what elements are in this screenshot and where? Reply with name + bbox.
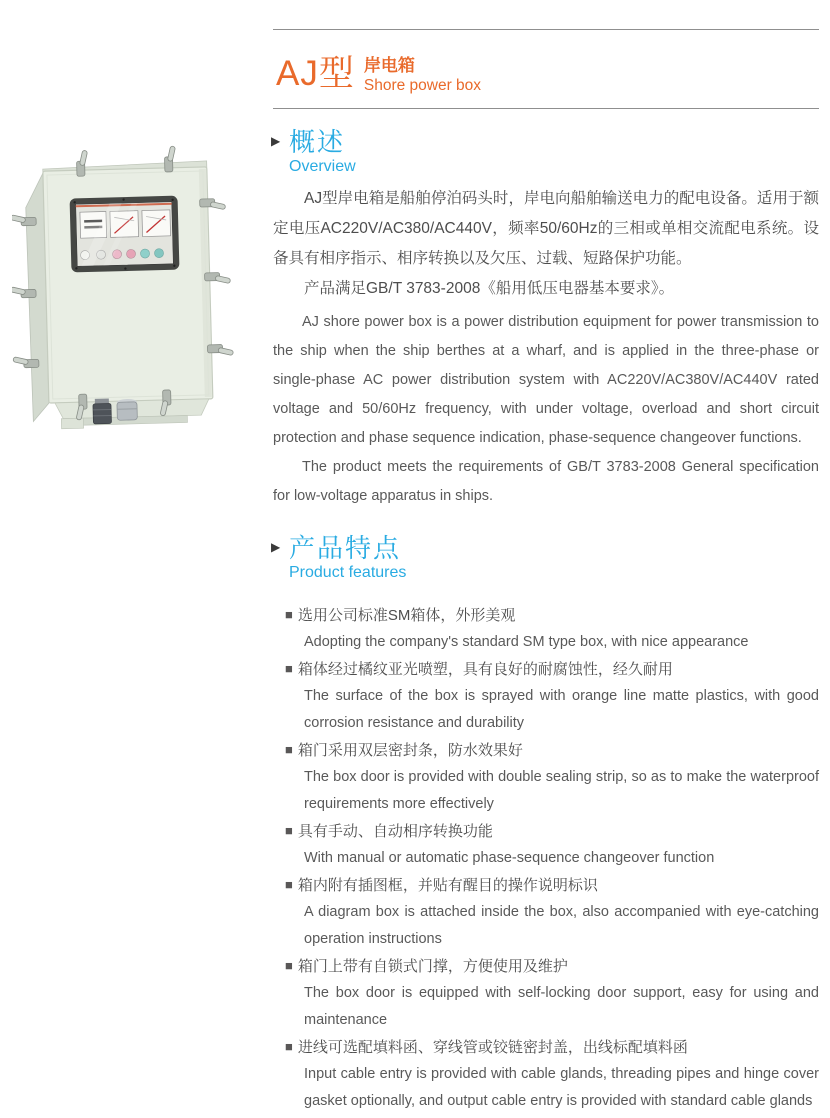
feature-text-en: With manual or automatic phase-sequence changeover function: [304, 850, 715, 866]
bullet-square-icon: ■: [285, 661, 293, 676]
feature-text-en: The box door is equipped with self-locking door support, easy for using and maintenance: [304, 985, 819, 1028]
overview-paragraph-en: The product meets the requirements of GB/T 3783-2008 General specification for low-voltage apparatus in ships.: [273, 459, 819, 504]
bullet-square-icon: ■: [285, 1039, 293, 1054]
bullet-square-icon: ■: [285, 958, 293, 973]
overview-paragraph-cn: 产品满足GB/T 3783-2008《船用低压电器基本要求》。: [304, 280, 675, 297]
feature-text-en: A diagram box is attached inside the box, also accompanied with eye-catching operation instructions: [304, 904, 819, 947]
feature-text-cn: ■ 进线可选配填料函、穿线管或铰链密封盖，出线标配填料函: [285, 1034, 819, 1061]
feature-item: [285, 602, 819, 656]
product-model: AJ型: [276, 54, 355, 93]
feature-text-en: The surface of the box is sprayed with orange line matte plastics, with good corrosion resistance and durability: [304, 688, 819, 731]
product-name: [364, 56, 481, 95]
feature-text-cn: ■ 箱门采用双层密封条，防水效果好: [285, 737, 819, 764]
feature-text-cn: ■ 选用公司标准SM箱体，外形美观: [285, 602, 819, 629]
overview-paragraph-en: AJ shore power box is a power distribution equipment for power transmission to the ship when the ship berthes at a wharf, and is applied in the three-phase or single-phase AC power distribution system with AC220V/AC380V/AC440V rated voltage and 50/60Hz frequency, with under voltage, overload and short circuit protection and phase sequence indication, phase-sequence changeover functions.: [273, 314, 819, 446]
feature-text-en: The box door is provided with double sealing strip, so as to make the waterproof requirements more effectively: [304, 769, 819, 812]
overview-text-cn: [273, 184, 819, 304]
top-divider: [273, 29, 819, 30]
title-divider: [273, 108, 819, 109]
bullet-square-icon: ■: [285, 742, 293, 757]
feature-text-cn: ■ 箱体经过橘纹亚光喷塑，具有良好的耐腐蚀性，经久耐用: [285, 656, 819, 683]
feature-item: [285, 737, 819, 818]
section-title-cn: 概述: [289, 127, 346, 157]
section-title-en: Product features: [289, 564, 407, 581]
feature-text-cn: ■ 具有手动、自动相序转换功能: [285, 818, 819, 845]
bullet-square-icon: ■: [285, 823, 293, 838]
feature-text-en: Adopting the company's standard SM type box, with nice appearance: [304, 634, 749, 650]
section-overview-titles: [289, 127, 356, 177]
product-name-en: Shore power box: [363, 77, 482, 94]
feature-item: [285, 818, 819, 872]
overview-text-en: [273, 308, 819, 511]
feature-item: [285, 872, 819, 953]
feature-item: [285, 1034, 819, 1115]
shore-power-box-illustration: [12, 140, 242, 442]
section-title-cn: 产品特点: [289, 533, 402, 563]
overview-paragraph-cn: AJ型岸电箱是船舶停泊码头时，岸电向船舶输送电力的配电设备。适用于额定电压AC220V/AC380/AC440V，频率50/60Hz的三相或单相交流配电系统。设备具有相序指示、相序转换以及欠压、过载、短路保护功能。: [273, 190, 819, 267]
bullet-square-icon: ■: [285, 877, 293, 892]
section-features-titles: [289, 533, 406, 583]
bullet-square-icon: ■: [285, 607, 293, 622]
feature-item: [285, 953, 819, 1034]
product-name-cn: 岸电箱: [363, 56, 415, 75]
section-title-en: Overview: [289, 158, 356, 175]
feature-item: [285, 656, 819, 737]
product-photo: [12, 140, 242, 442]
feature-text-cn: ■ 箱门上带有自锁式门撑，方便使用及维护: [285, 953, 819, 980]
triangle-right-icon: ▶: [271, 540, 281, 554]
section-overview-heading: [271, 127, 356, 177]
product-title: [276, 52, 481, 96]
feature-text-cn: ■ 箱内附有插图框，并贴有醒目的操作说明标识: [285, 872, 819, 899]
section-features-heading: [271, 533, 406, 583]
triangle-right-icon: ▶: [271, 134, 281, 148]
features-list: [285, 602, 819, 1115]
feature-text-en: Input cable entry is provided with cable glands, threading pipes and hinge cover gasket optionally, and output cable entry is provided with standard cable glands: [304, 1066, 819, 1109]
